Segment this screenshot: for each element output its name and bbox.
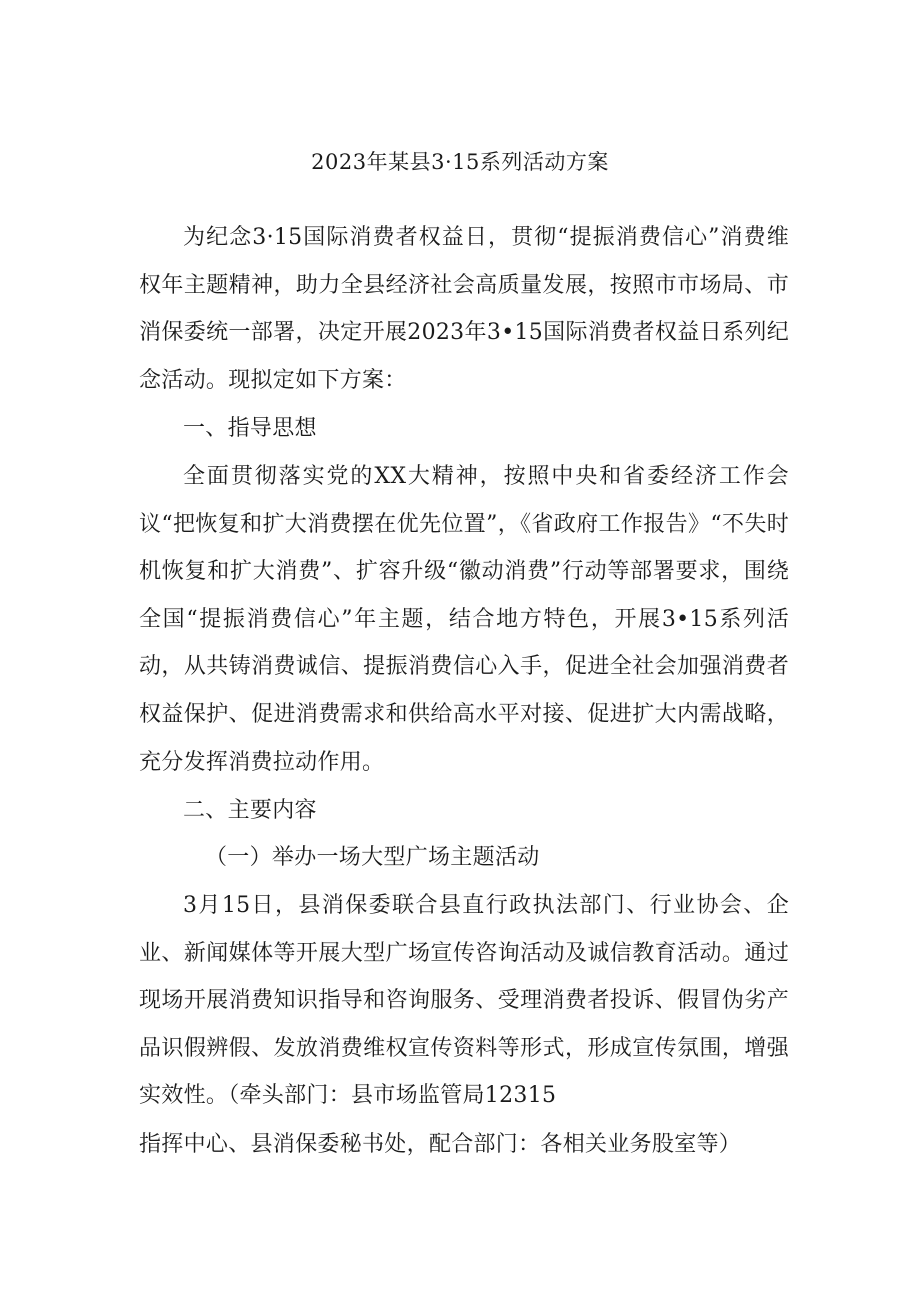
subsection-heading-plaza-event: （一）举办一场大型广场主题活动 [205, 845, 540, 870]
plaza-event-paragraph: 3月15日，县消保委联合县直行政执法部门、行业协会、企业、新闻媒体等开展大型广场宣传咨询活动及诚信教育活动。通过现场开展消费知识指导和咨询服务、受理消费者投诉、假冒伪劣产品识假辨假、发放消费维权宣传资料等形式，形成宣传氛围，增强实效性。（牵头部门：县市场监管局12315 [139, 893, 789, 1109]
intro-paragraph: 为纪念3·15国际消费者权益日，贯彻“提振消费信心”消费维权年主题精神，助力全县经济社会高质量发展，按照市市场局、市消保委统一部署，决定开展2023年3•15国际消费者权益日系列纪念活动。现拟定如下方案： [139, 225, 789, 393]
section-heading-guiding-thought: 一、指导思想 [183, 416, 317, 441]
document-title: 2023年某县3·15系列活动方案 [311, 150, 609, 174]
guiding-thought-paragraph: 全面贯彻落实党的XX大精神，按照中央和省委经济工作会议“把恢复和扩大消费摆在优先位置”，《省政府工作报告》“不失时机恢复和扩大消费”、扩容升级“徽动消费”行动等部署要求，围绕全国“提振消费信心”年主题，结合地方特色，开展3•15系列活动，从共铸消费诚信、提振消费信心入手，促进全社会加强消费者权益保护、促进消费需求和供给高水平对接、促进扩大内需战略，充分发挥消费拉动作用。 [139, 464, 789, 775]
section-heading-main-content: 二、主要内容 [183, 798, 317, 823]
plaza-event-paragraph-continued: 指挥中心、县消保委秘书处，配合部门：各相关业务股室等） [139, 1132, 742, 1157]
